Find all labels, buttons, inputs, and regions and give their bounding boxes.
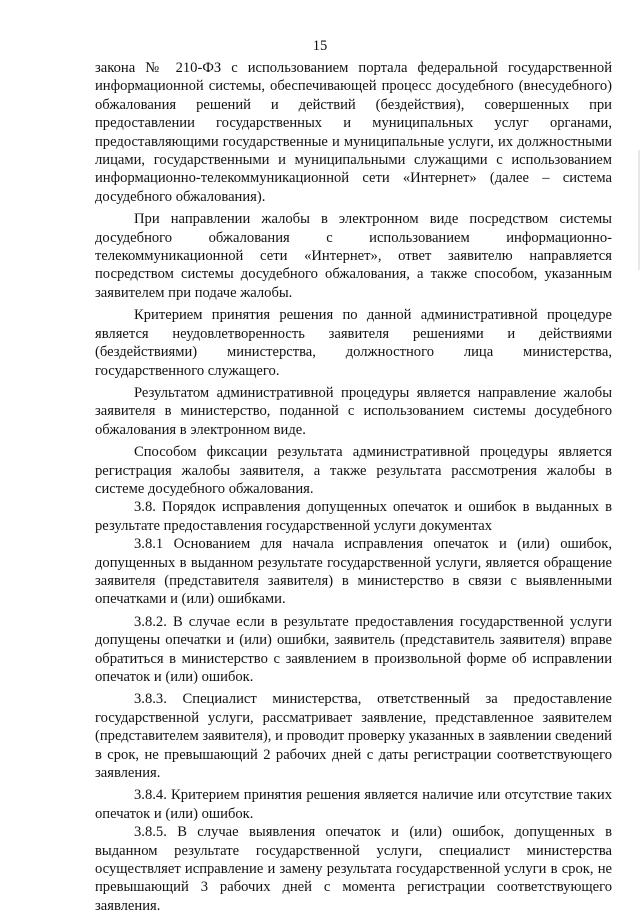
paragraph-electronic-complaint: При направлении жалобы в электронном виде посредством системы досудебного обжалования с использованием информационно-телекоммуникационной сети «Интернет», ответ заявителю направляется посредством системы досудебного обжалования, а также способом, указанным заявителем при подаче жалобы.	[95, 211, 612, 301]
section-3-8-2: 3.8.2. В случае если в результате предоставления государственной услуги допущены опечатки и (или) ошибки, заявитель (представитель заявителя) вправе обратиться в министерство с заявлением в произвольной форме об исправлении опечаток и (или) ошибок.	[95, 613, 612, 685]
paragraph-decision-criterion: Критерием принятия решения по данной административной процедуре является неудовлетворенность заявителя решениями и действиями (бездействиями) министерства, должностного лица министерства, государственного служащего.	[95, 307, 612, 379]
section-3-8-heading: 3.8. Порядок исправления допущенных опечаток и ошибок в выданных в результате предоставления государственной услуги документах	[95, 499, 612, 534]
section-3-8-4: 3.8.4. Критерием принятия решения является наличие или отсутствие таких опечаток и (или) ошибок.	[95, 787, 612, 822]
page-number: 15	[312, 38, 328, 54]
paragraph-result-fixation: Способом фиксации результата административной процедуры является регистрация жалобы заявителя, а также результата рассмотрения жалобы в системе досудебного обжалования.	[95, 444, 612, 497]
section-3-8-1: 3.8.1 Основанием для начала исправления опечаток и (или) ошибок, допущенных в выданном результате государственной услуги, является обращение заявителя (представителя заявителя) в министерство в связи с выявленными опечатками и (или) ошибками.	[95, 536, 612, 608]
section-3-8-5: 3.8.5. В случае выявления опечаток и (или) ошибок, допущенных в выданном результате государственной услуги, специалист министерства осуществляет исправление и замену результата государственной услуги в срок, не превышающий 3 рабочих дней с момента регистрации соответствующего заявления.	[95, 824, 612, 914]
paragraph-continuation: закона № 210-ФЗ с использованием портала федеральной государственной информационной системы, обеспечивающей процесс досудебного (внесудебного) обжалования решений и действий (бездействия), совершенных при предоставлении государственных и муниципальных услуг органами, предоставляющими государственные и муниципальные услуги, их должностными лицами, государственными и муниципальными служащими с использованием информационно-телекоммуникационной сети «Интернет» (далее – система досудебного обжалования).	[95, 60, 612, 205]
document-body	[95, 59, 612, 915]
paragraph-procedure-result: Результатом административной процедуры является направление жалобы заявителя в министерство, поданной с использованием системы досудебного обжалования в электронном виде.	[95, 384, 612, 438]
section-3-8-3: 3.8.3. Специалист министерства, ответственный за предоставление государственной услуги, рассматривает заявление, представленное заявителем (представителем заявителя), и проводит проверку указанных в заявлении сведений в срок, не превышающий 2 рабочих дней с даты регистрации соответствующего заявления.	[95, 691, 612, 782]
